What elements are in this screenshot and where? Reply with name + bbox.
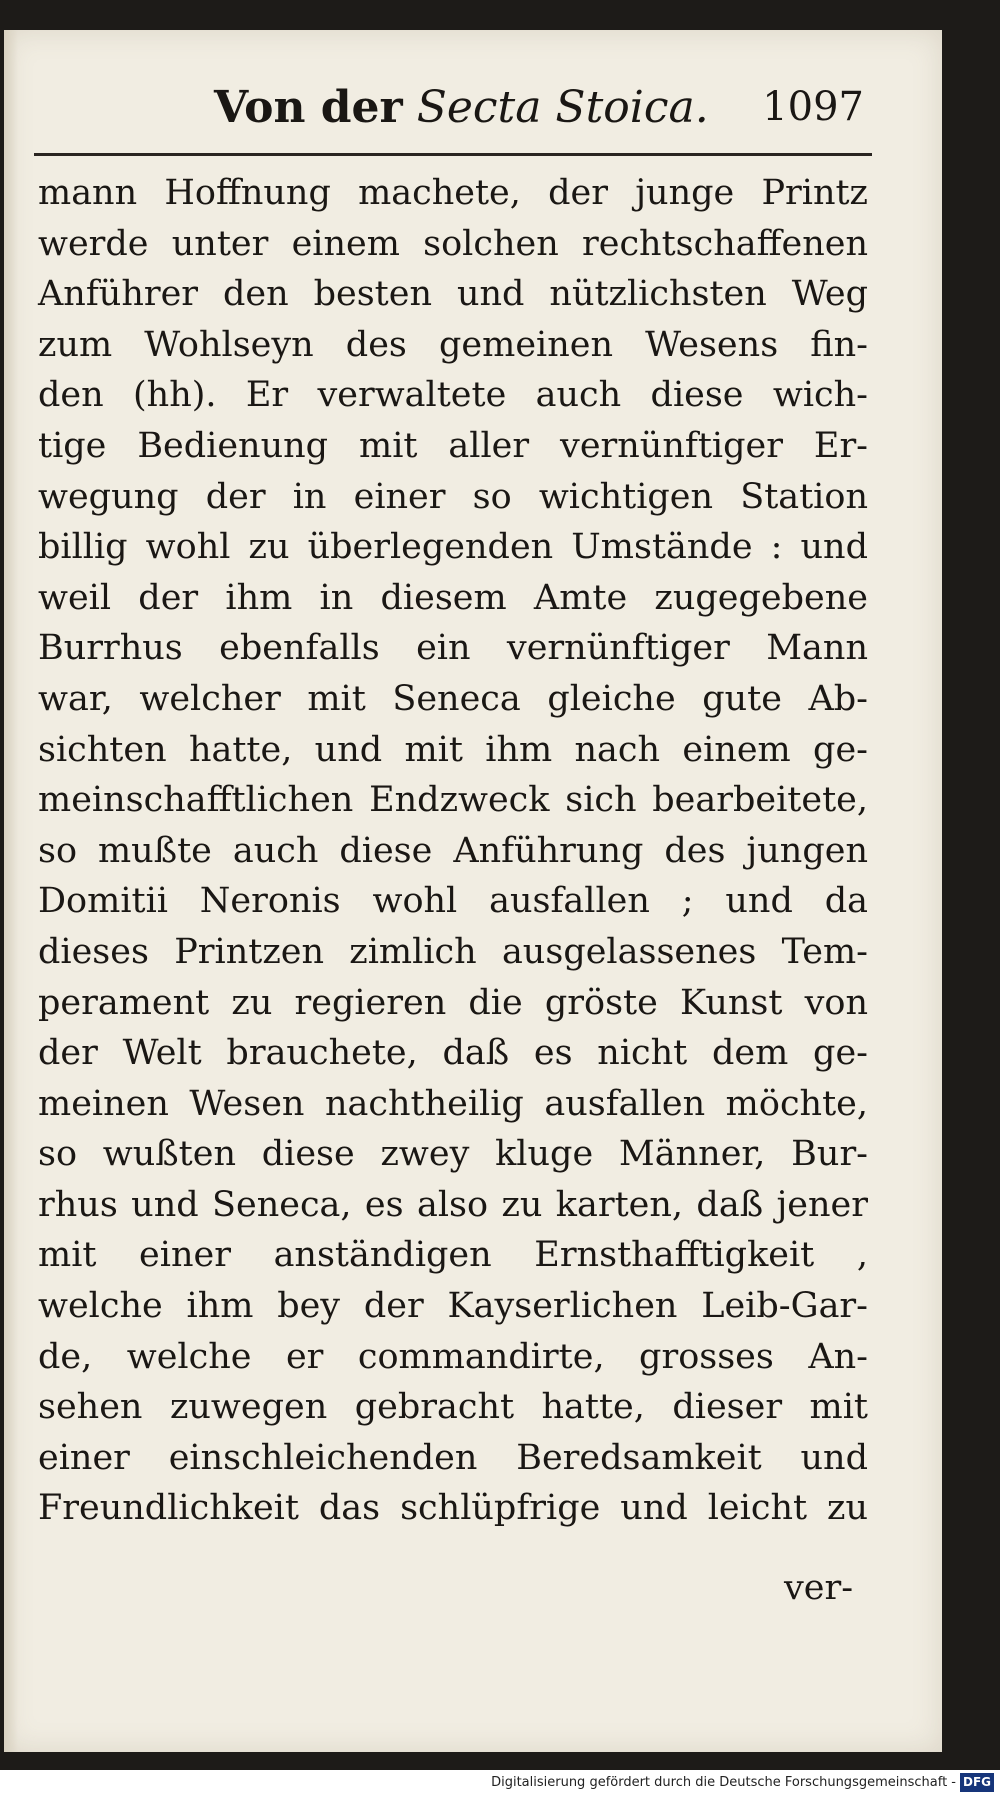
running-title-italic: Secta Stoica. xyxy=(416,82,709,133)
text-line: zum Wohlseyn des gemeinen Wesens fin- xyxy=(38,324,868,365)
text-line: so wußten diese zwey kluge Männer, Bur- xyxy=(38,1134,868,1175)
text-line: de, welche er commandirte, grosses An- xyxy=(38,1336,868,1377)
text-line: sehen zuwegen gebracht hatte, dieser mit xyxy=(38,1387,868,1428)
running-title-plain: Von der xyxy=(214,82,403,133)
funding-credit: Digitalisierung gefördert durch die Deutsche Forschungsgemeinschaft - xyxy=(491,1775,956,1790)
text-line: dieses Printzen zimlich ausgelassenes Tem- xyxy=(38,931,868,972)
footer-bar xyxy=(0,1770,1000,1795)
text-line: meinen Wesen nachtheilig ausfallen möchte, xyxy=(38,1083,868,1124)
page-number: 1097 xyxy=(762,84,864,130)
catchword: ver- xyxy=(784,1568,854,1608)
body-text xyxy=(38,168,868,1534)
text-line: der Welt brauchete, daß es nicht dem ge- xyxy=(38,1033,868,1074)
book-page xyxy=(4,30,942,1752)
text-line: Anführer den besten und nützlichsten Weg xyxy=(38,274,868,315)
running-title xyxy=(214,82,709,133)
text-line: sichten hatte, und mit ihm nach einem ge- xyxy=(38,729,868,770)
text-line: Burrhus ebenfalls ein vernünftiger Mann xyxy=(38,628,868,669)
text-line: Freundlichkeit das schlüpfrige und leicht zu xyxy=(38,1488,868,1529)
text-line: billig wohl zu überlegenden Umstände : und xyxy=(38,527,868,568)
text-line: rhus und Seneca, es also zu karten, daß jener xyxy=(38,1184,868,1225)
text-line: war, welcher mit Seneca gleiche gute Ab- xyxy=(38,678,868,719)
text-line: weil der ihm in diesem Amte zugegebene xyxy=(38,577,868,618)
text-line: so mußte auch diese Anführung des jungen xyxy=(38,830,868,871)
text-line: werde unter einem solchen rechtschaffenen xyxy=(38,223,868,264)
dfg-logo-icon: DFG xyxy=(960,1773,994,1792)
text-line: tige Bedienung mit aller vernünftiger Er- xyxy=(38,425,868,466)
text-line: mit einer anständigen Ernsthafftigkeit , xyxy=(38,1235,868,1276)
text-line: meinschafftlichen Endzweck sich bearbeitete, xyxy=(38,780,868,821)
text-line: wegung der in einer so wichtigen Station xyxy=(38,476,868,517)
text-line: einer einschleichenden Beredsamkeit und xyxy=(38,1437,868,1478)
page-header xyxy=(34,82,864,152)
text-line: welche ihm bey der Kayserlichen Leib-Gar- xyxy=(38,1286,868,1327)
text-line: den (hh). Er verwaltete auch diese wich- xyxy=(38,375,868,416)
header-rule xyxy=(34,153,872,156)
text-line: perament zu regieren die gröste Kunst von xyxy=(38,982,868,1023)
text-line: Domitii Neronis wohl ausfallen ; und da xyxy=(38,881,868,922)
text-line: mann Hoffnung machete, der junge Printz xyxy=(38,173,868,213)
